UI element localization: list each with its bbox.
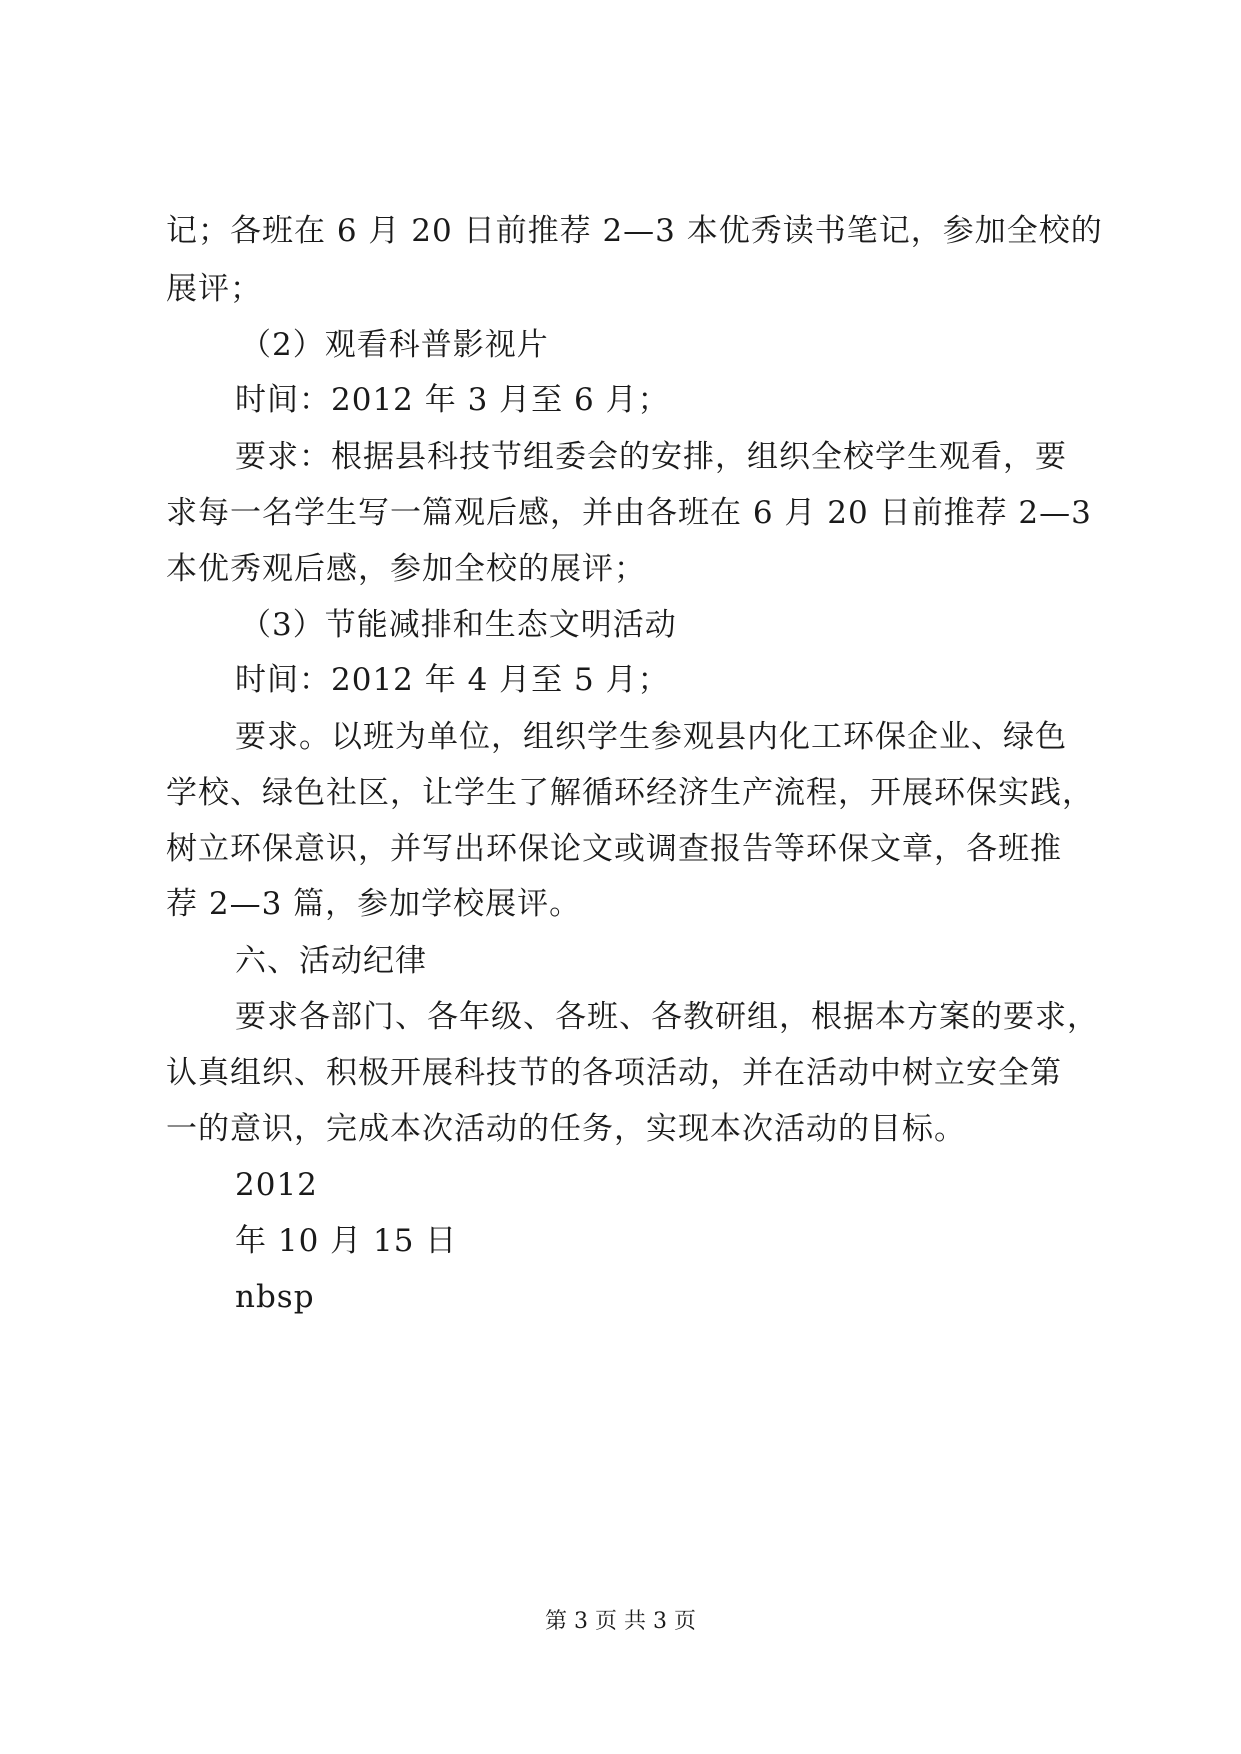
date-year: 2012	[235, 1167, 318, 1203]
paragraph-line: 要求。以班为单位，组织学生参观县内化工环保企业、绿色	[235, 719, 1067, 755]
paragraph-line: 时间：2012 年 3 月至 6 月；	[235, 382, 670, 418]
date-month-day: 年 10 月 15 日	[235, 1223, 458, 1259]
paragraph-line: 要求各部门、各年级、各班、各教研组，根据本方案的要求，	[235, 999, 1099, 1035]
paragraph-line: 本优秀观后感，参加全校的展评；	[166, 551, 646, 587]
paragraph-line: 时间：2012 年 4 月至 5 月；	[235, 662, 670, 698]
paragraph-line: 求每一名学生写一篇观后感，并由各班在 6 月 20 日前推荐 2—3	[166, 495, 1092, 531]
paragraph-line: 要求：根据县科技节组委会的安排，组织全校学生观看，要	[235, 439, 1067, 475]
trailing-text: nbsp	[235, 1279, 315, 1315]
section-heading: （2）观看科普影视片	[240, 327, 549, 363]
paragraph-line: 学校、绿色社区，让学生了解循环经济生产流程，开展环保实践，	[166, 775, 1094, 811]
section-heading: （3）节能减排和生态文明活动	[240, 607, 677, 643]
paragraph-line: 展评；	[166, 271, 262, 307]
page-number-footer: 第 3 页 共 3 页	[545, 1609, 696, 1634]
paragraph-line: 树立环保意识，并写出环保论文或调查报告等环保文章，各班推	[166, 831, 1062, 867]
section-heading: 六、活动纪律	[235, 943, 427, 979]
paragraph-line: 一的意识，完成本次活动的任务，实现本次活动的目标。	[166, 1111, 966, 1147]
paragraph-line: 认真组织、积极开展科技节的各项活动，并在活动中树立安全第	[166, 1055, 1062, 1091]
paragraph-line: 记；各班在 6 月 20 日前推荐 2—3 本优秀读书笔记，参加全校的	[166, 213, 1103, 249]
paragraph-line: 荐 2—3 篇，参加学校展评。	[166, 886, 582, 922]
